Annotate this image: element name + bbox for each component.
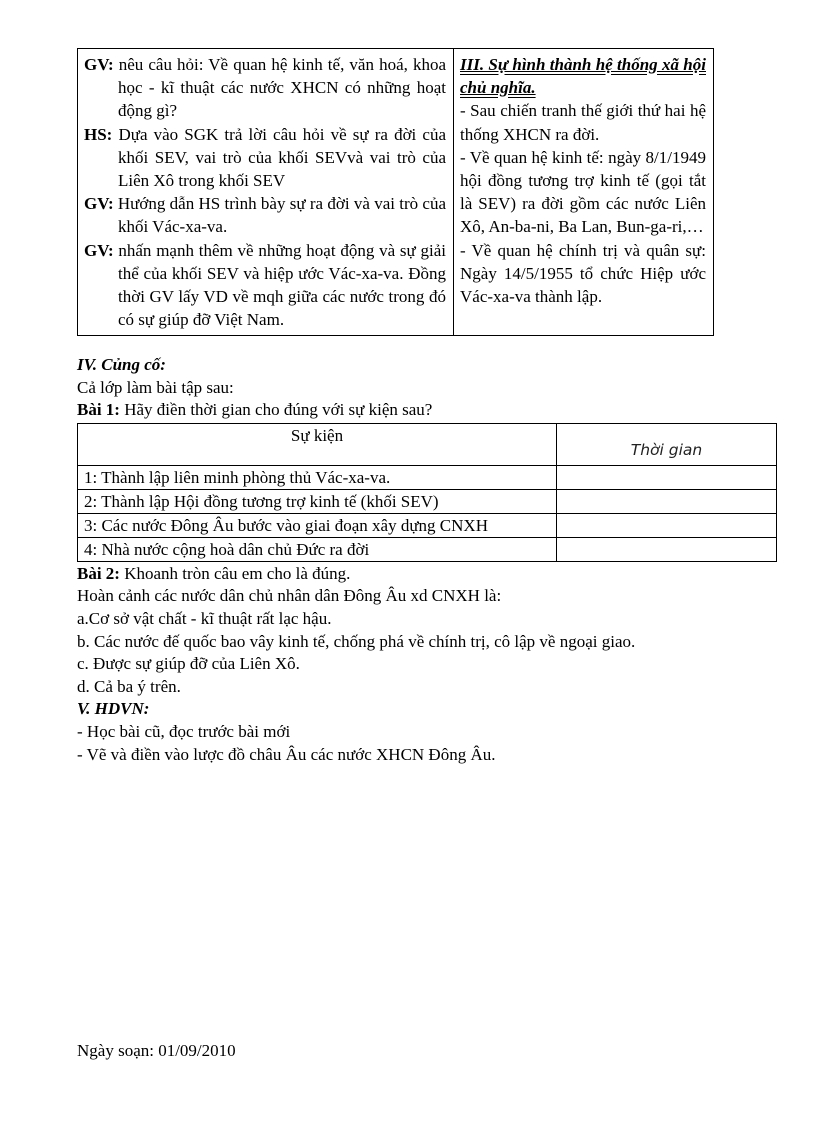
answer-option-b: b. Các nước đế quốc bao vây kinh tế, chống phá về chính trị, cô lập về ngoại giao. [77, 631, 636, 651]
activity-text: nêu câu hỏi: Về quan hệ kinh tế, văn hoá, khoa học - kĩ thuật các nước XHCN có những hoạt động gì? [118, 55, 447, 121]
activity-role: HS: [84, 124, 113, 144]
col-header-time: Thời gian [557, 423, 777, 465]
exercise-2-question: Hoàn cảnh các nước dân chủ nhân dân Đông Âu xd CNXH là: [77, 586, 502, 606]
event-cell: 2: Thành lập Hội đồng tương trợ kinh tế (khối SEV) [78, 489, 557, 513]
section-iv-intro: Cả lớp làm bài tập sau: [77, 377, 234, 397]
exercise-1-text: Hãy điền thời gian cho đúng với sự kiện sau? [124, 400, 433, 420]
homework-item: - Vẽ và điền vào lược đồ châu Âu các nước XHCN Đông Âu. [77, 744, 496, 764]
exercise-1-label: Bài 1: [77, 400, 120, 420]
table-row [78, 513, 777, 537]
answer-option-a: a.Cơ sở vật chất - kĩ thuật rất lạc hậu. [77, 608, 332, 628]
section-title: III. Sự hình thành hệ thống xã hội chủ nghĩa. [460, 55, 706, 98]
content-paragraph: - Sau chiến tranh thế giới thứ hai hệ thống XHCN ra đời. [460, 101, 706, 144]
event-cell: 3: Các nước Đông Âu bước vào giai đoạn xây dựng CNXH [78, 513, 557, 537]
homework-item: - Học bài cũ, đọc trước bài mới [77, 721, 291, 741]
exercise-2-label: Bài 2: [77, 563, 120, 583]
activity-role: GV: [84, 240, 114, 260]
event-cell: 4: Nhà nước cộng hoà dân chủ Đức ra đời [78, 537, 557, 561]
exercise-2-text: Khoanh tròn câu em cho là đúng. [124, 563, 351, 583]
teacher-student-activities [78, 49, 454, 336]
preparation-date: Ngày soạn: 01/09/2010 [77, 1041, 236, 1060]
activity-table [77, 48, 714, 336]
exercise-1 [77, 399, 727, 422]
activity-text: Dựa vào SGK trả lời câu hỏi về sự ra đời của khối SEV, vai trò của khối SEVvà vai trò của Liên Xô trong khối SEV [118, 124, 446, 191]
activity-text: Hướng dẫn HS trình bày sự ra đời và vai trò của khối Vác-xa-va. [117, 194, 447, 237]
activity-entry [84, 53, 446, 123]
events-table [77, 423, 777, 562]
lesson-content [454, 49, 714, 336]
col-header-event: Sự kiện [78, 423, 557, 465]
table-row [78, 537, 777, 561]
answer-option-d: d. Cả ba ý trên. [77, 676, 181, 696]
activity-role: GV: [84, 194, 114, 214]
activity-entry [84, 192, 446, 238]
activity-role: GV: [84, 55, 114, 74]
time-cell[interactable] [557, 465, 777, 489]
time-cell[interactable] [557, 537, 777, 561]
activity-entry [84, 239, 446, 332]
table-row [78, 489, 777, 513]
table-row [78, 465, 777, 489]
time-cell[interactable] [557, 513, 777, 537]
activity-text: nhấn mạnh thêm về những hoạt động và sự giải thể của khối SEV và hiệp ước Vác-xa-va. Đồng thời GV lấy VD về mqh giữa các nước trong đó có sự giúp đỡ Việt Nam. [118, 240, 447, 330]
section-iv-heading: IV. Củng cố: [77, 355, 166, 374]
event-cell: 1: Thành lập liên minh phòng thủ Vác-xa-va. [78, 465, 557, 489]
activity-entry [84, 123, 446, 193]
content-paragraph: - Về quan hệ kinh tế: ngày 8/1/1949 hội đồng tương trợ kinh tế (gọi tắt là SEV) ra đời gồm các nước Liên Xô, An-ba-ni, Ba Lan, Bun-ga-ri,… [460, 147, 706, 237]
section-v-heading: V. HDVN: [77, 699, 150, 719]
main-content [77, 354, 727, 766]
answer-option-c: c. Được sự giúp đỡ của Liên Xô. [77, 654, 300, 674]
exercise-2 [77, 563, 727, 586]
content-paragraph: - Về quan hệ chính trị và quân sự: Ngày 14/5/1955 tổ chức Hiệp ước Vác-xa-va thành lập. [460, 240, 706, 307]
time-cell[interactable] [557, 489, 777, 513]
